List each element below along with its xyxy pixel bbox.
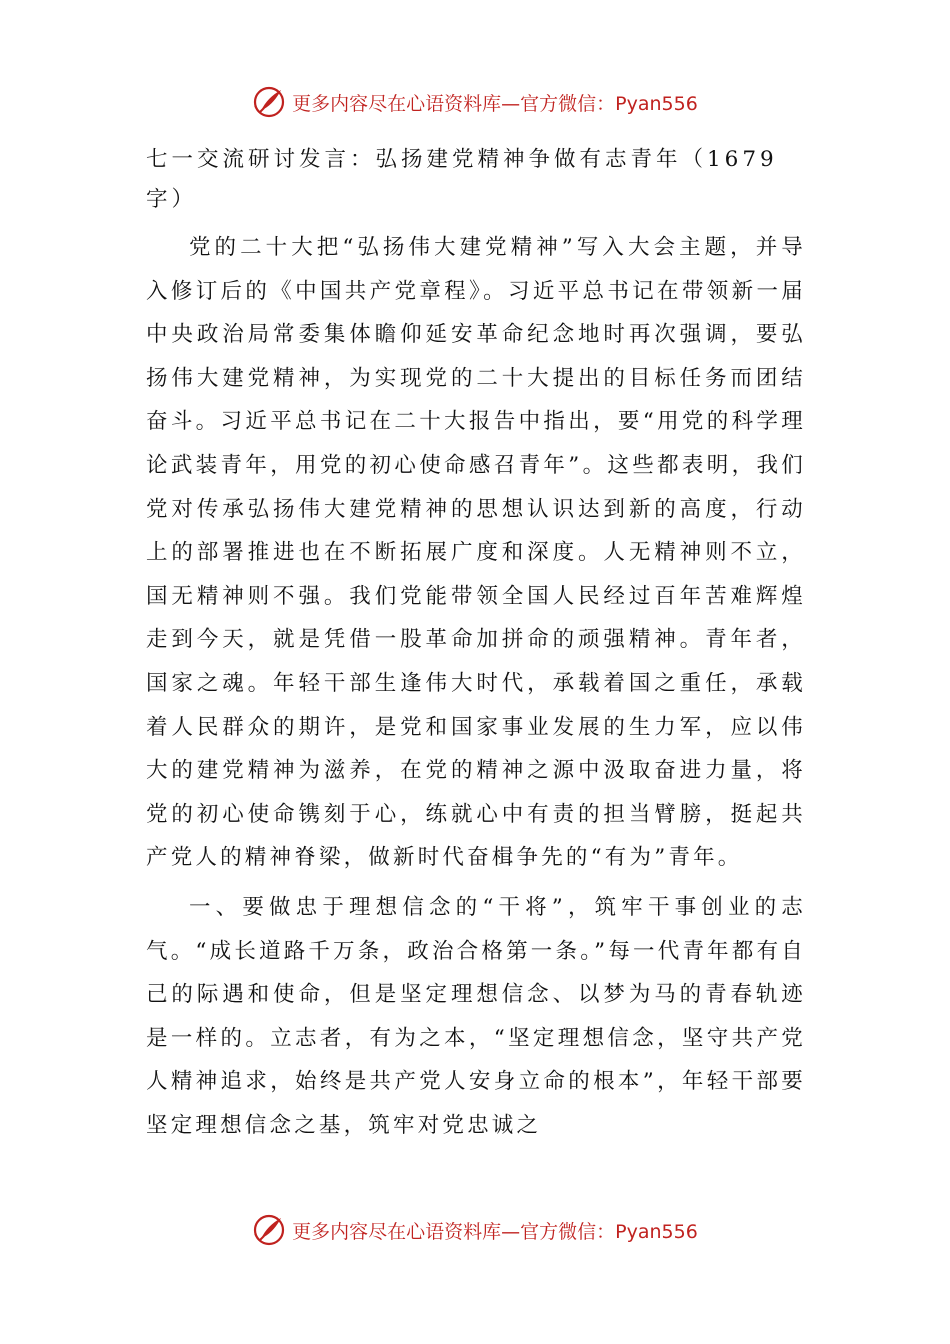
document-title: 七一交流研讨发言：弘扬建党精神争做有志青年（1679字）	[146, 147, 778, 212]
footer-banner-text: 更多内容尽在心语资料库—官方微信：Pyan556	[292, 1220, 698, 1243]
body-paragraph-1: 党的二十大把“弘扬伟大建党精神”写入大会主题，并导入修订后的《中国共产党章程》。习近平总书记在带领新一届中央政治局常委集体瞻仰延安革命纪念地时再次强调，要弘扬伟大建党精神，为实现党的二十大提出的目标任务而团结奋斗。习近平总书记在二十大报告中指出，要“用党的科学理论武装青年，用党的初心使命感召青年”。这些都表明，我们党对传承弘扬伟大建党精神的思想认识达到新的高度，行动上的部署推进也在不断拓展广度和深度。人无精神则不立，国无精神则不强。我们党能带领全国人民经过百年苦难辉煌走到今天，就是凭借一股革命加拼命的顽强精神。青年者，国家之魂。年轻干部生逢伟大时代，承载着国之重任，承载着人民群众的期许，是党和国家事业发展的生力军，应以伟大的建党精神为滋养，在党的精神之源中汲取奋进力量，将党的初心使命镌刻于心，练就心中有责的担当臂膀，挺起共产党人的精神脊梁，做新时代奋楫争先的“有为”青年。	[146, 235, 806, 871]
body-paragraph-2: 一、要做忠于理想信念的“干将”，筑牢干事创业的志气。“成长道路千万条，政治合格第一条。”每一代青年都有自己的际遇和使命，但是坚定理想信念、以梦为马的青春轨迹是一样的。立志者，有为之本，“坚定理想信念，坚守共产党人精神追求，始终是共产党人安身立命的根本”，年轻干部要坚定理想信念之基，筑牢对党忠诚之	[146, 894, 806, 1138]
document-body	[146, 140, 806, 1147]
header-banner-text: 更多内容尽在心语资料库—官方微信：Pyan556	[292, 92, 698, 115]
header-watermark-banner	[0, 82, 950, 122]
quill-pen-icon	[252, 85, 286, 119]
quill-pen-icon	[252, 1213, 286, 1247]
footer-watermark-banner	[0, 1210, 950, 1250]
